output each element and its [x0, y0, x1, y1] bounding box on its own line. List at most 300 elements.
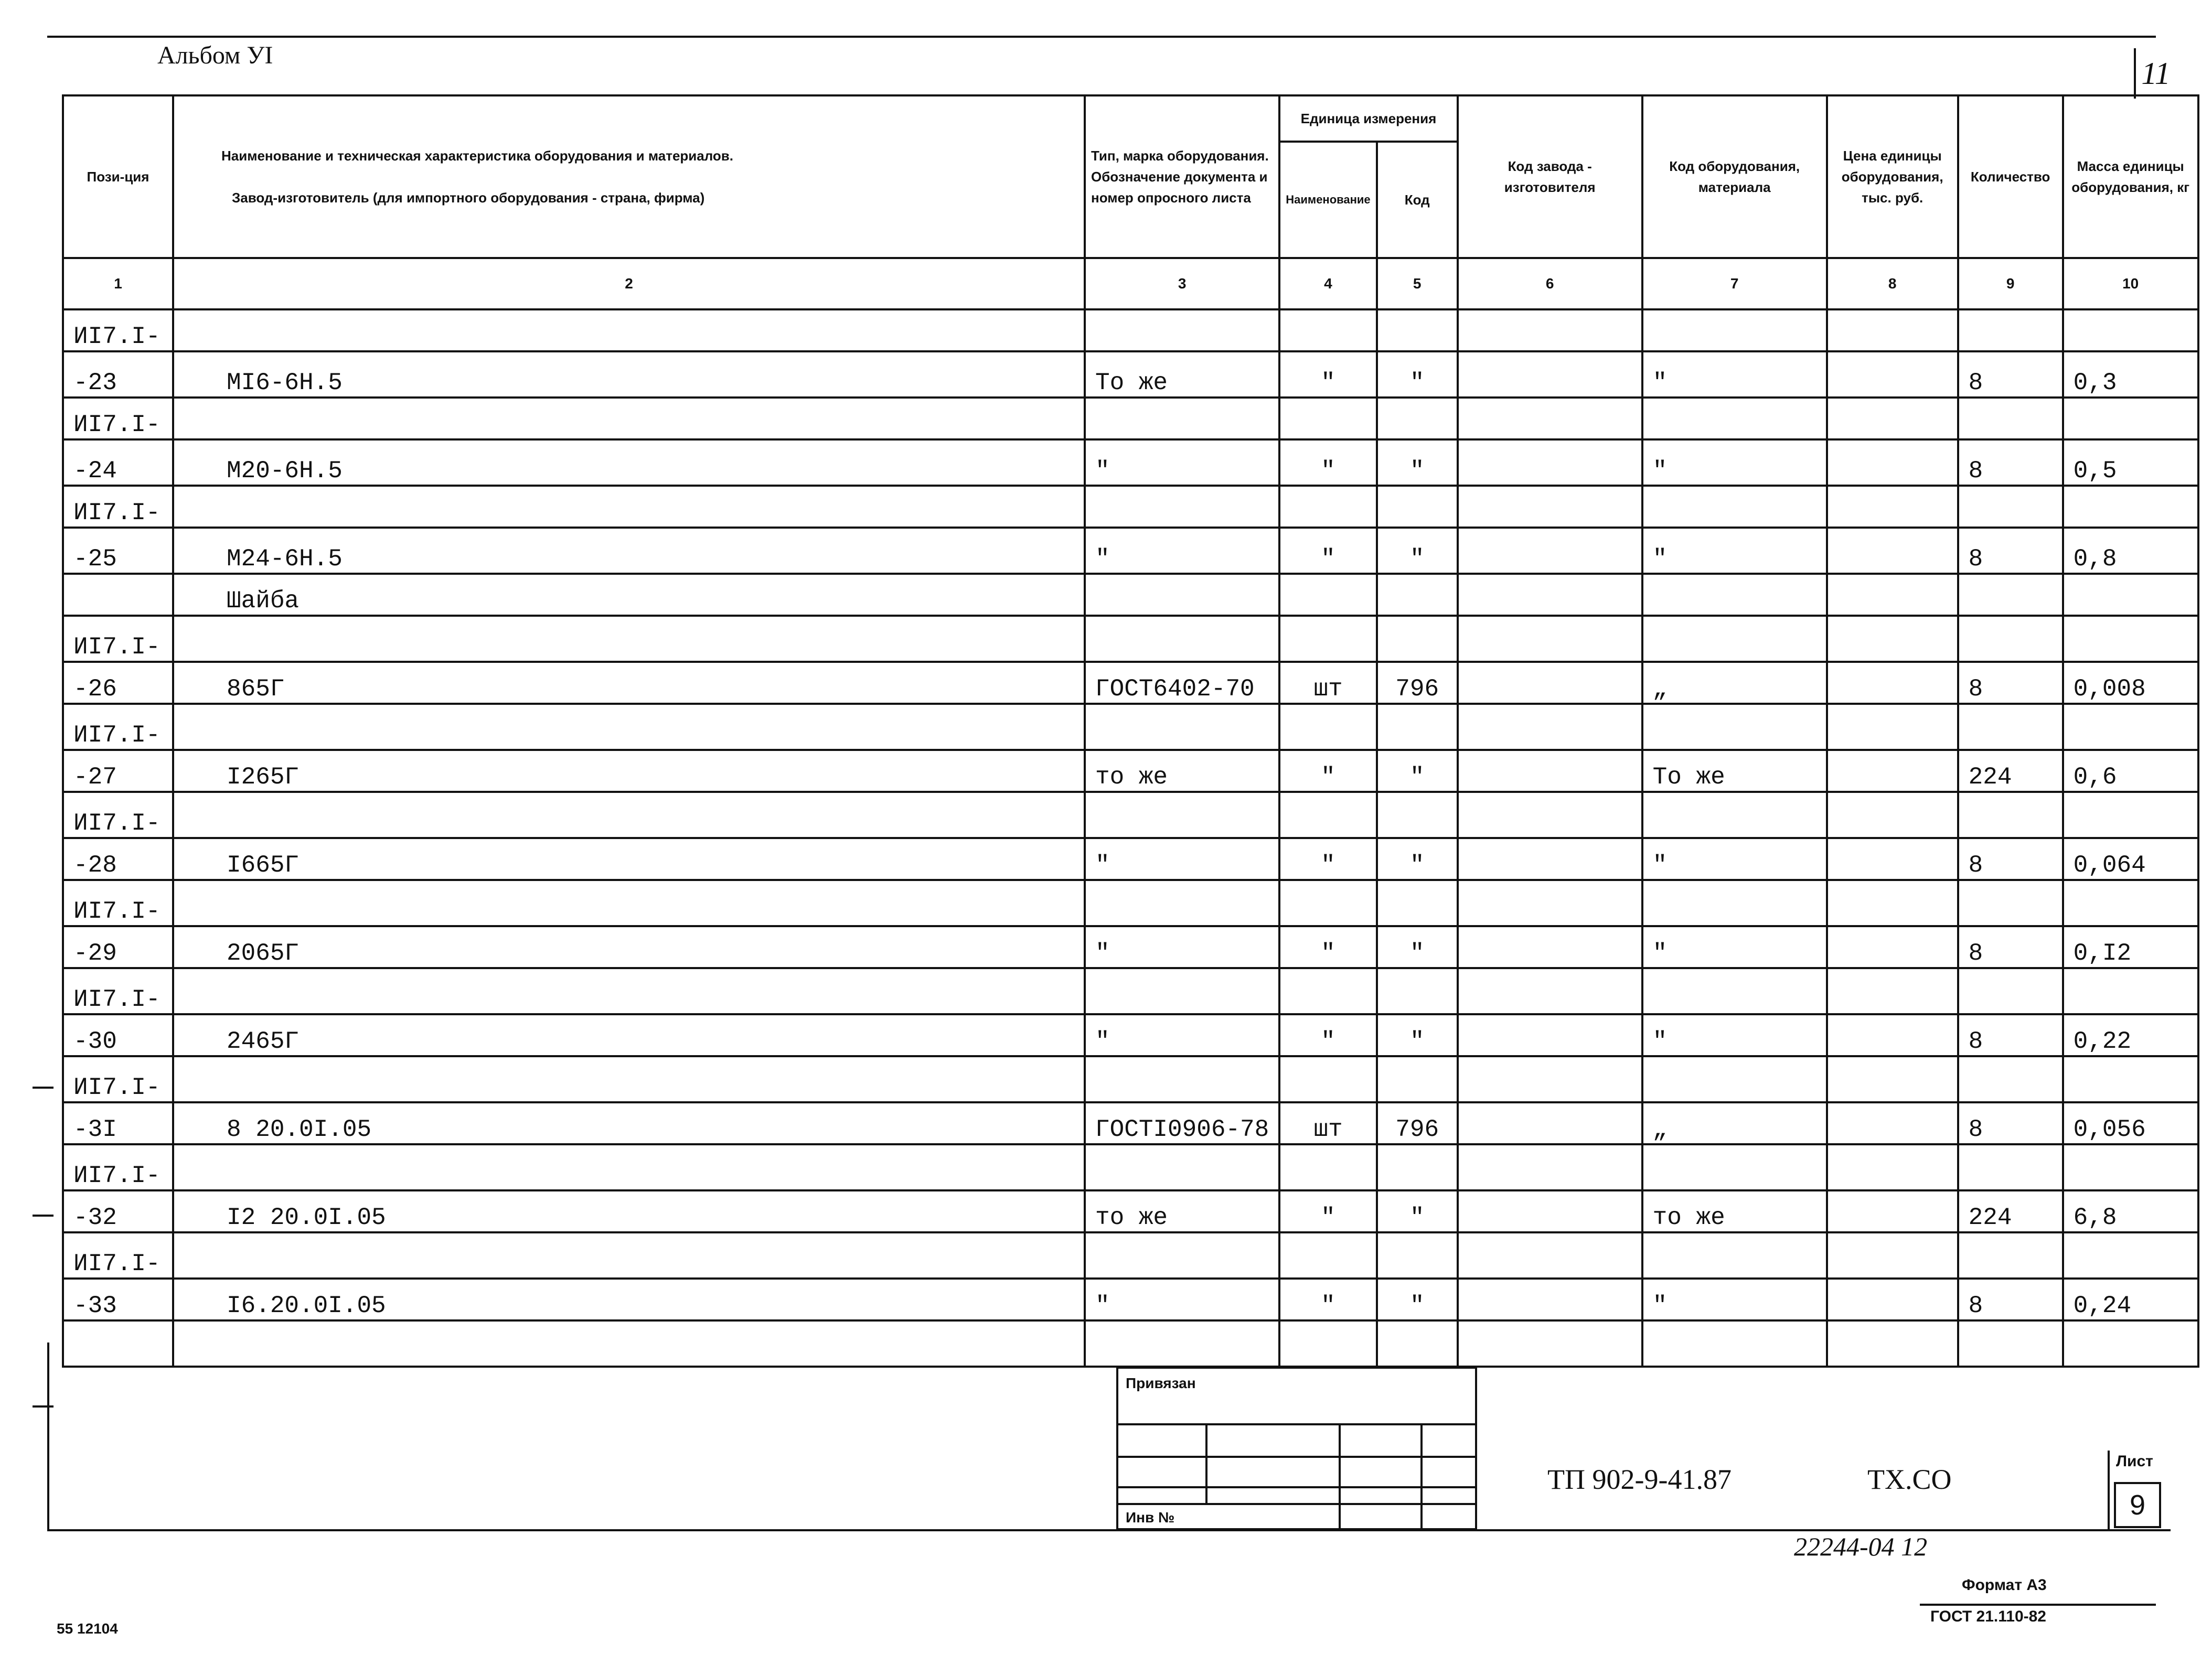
- header-unit: Единица измерения: [1279, 95, 1457, 142]
- document-suffix: ТХ.СО: [1867, 1464, 1952, 1495]
- cell-maker-code: [1458, 1014, 1642, 1056]
- cell-name: 865Г: [173, 662, 1085, 704]
- cell-maker-code: [1458, 880, 1642, 926]
- cell-price: [1827, 926, 1958, 968]
- cell-type: ": [1085, 1014, 1279, 1056]
- cell-quantity: [1958, 486, 2063, 528]
- cell-position: ИI7.I-: [63, 398, 173, 439]
- cell-type: [1085, 880, 1279, 926]
- cell-position: -33: [63, 1279, 173, 1320]
- table-row: [63, 486, 2198, 528]
- cell-type: [1085, 1144, 1279, 1190]
- cell-type: ГОСТI0906-78: [1085, 1102, 1279, 1144]
- cell-quantity: [1958, 1144, 2063, 1190]
- cell-unit-code: ": [1377, 1279, 1458, 1320]
- cell-price: [1827, 309, 1958, 351]
- cell-unit-code: ": [1377, 926, 1458, 968]
- cell-equipment-code: ": [1642, 439, 1827, 486]
- cell-name: I665Г: [173, 838, 1085, 880]
- cell-unit-code: [1377, 486, 1458, 528]
- cell-quantity: 8: [1958, 838, 2063, 880]
- frame-left-line: [47, 1342, 49, 1529]
- cell-price: [1827, 351, 1958, 398]
- margin-tick: [33, 1405, 54, 1408]
- table-row: [63, 968, 2198, 1014]
- cell-unit-name: [1279, 1056, 1376, 1102]
- cell-unit-name: [1279, 792, 1376, 838]
- cell-unit-name: [1279, 574, 1376, 616]
- cell-price: [1827, 1056, 1958, 1102]
- margin-tick: [33, 1215, 54, 1217]
- column-number-cell: 8: [1827, 258, 1958, 309]
- cell-equipment-code: То же: [1642, 750, 1827, 792]
- cell-unit-code: ": [1377, 838, 1458, 880]
- cell-price: [1827, 968, 1958, 1014]
- cell-unit-name: ": [1279, 1190, 1376, 1232]
- table-row: [63, 792, 2198, 838]
- cell-equipment-code: ": [1642, 926, 1827, 968]
- column-number-cell: 4: [1279, 258, 1376, 309]
- gost-label: ГОСТ 21.110-82: [1930, 1608, 2046, 1625]
- cell-position: ИI7.I-: [63, 880, 173, 926]
- cell-equipment-code: то же: [1642, 1190, 1827, 1232]
- cell-mass: [2063, 1320, 2198, 1367]
- cell-unit-code: [1377, 574, 1458, 616]
- column-number-cell: 1: [63, 258, 173, 309]
- column-number-cell: 6: [1458, 258, 1642, 309]
- table-row: [63, 574, 2198, 616]
- cell-type: ": [1085, 439, 1279, 486]
- cell-quantity: [1958, 968, 2063, 1014]
- column-number-cell: 7: [1642, 258, 1827, 309]
- cell-maker-code: [1458, 968, 1642, 1014]
- cell-maker-code: [1458, 486, 1642, 528]
- cell-name: 8 20.0I.05: [173, 1102, 1085, 1144]
- cell-unit-code: [1377, 616, 1458, 662]
- cell-mass: 0,22: [2063, 1014, 2198, 1056]
- cell-type: [1085, 398, 1279, 439]
- cell-name: [173, 704, 1085, 750]
- cell-mass: [2063, 486, 2198, 528]
- cell-type: [1085, 616, 1279, 662]
- cell-position: [63, 1320, 173, 1367]
- stamp-line: [1205, 1423, 1207, 1503]
- cell-price: [1827, 1102, 1958, 1144]
- cell-equipment-code: [1642, 1056, 1827, 1102]
- cell-price: [1827, 1190, 1958, 1232]
- cell-maker-code: [1458, 528, 1642, 574]
- cell-mass: 0,3: [2063, 351, 2198, 398]
- cell-unit-code: ": [1377, 750, 1458, 792]
- cell-name: I2 20.0I.05: [173, 1190, 1085, 1232]
- cell-type: [1085, 968, 1279, 1014]
- cell-position: ИI7.I-: [63, 792, 173, 838]
- column-number-cell: 10: [2063, 258, 2198, 309]
- cell-position: ИI7.I-: [63, 704, 173, 750]
- header-mass: Масса единицы оборудования, кг: [2063, 95, 2198, 258]
- cell-unit-name: ": [1279, 351, 1376, 398]
- table-row: [63, 528, 2198, 574]
- cell-type: То же: [1085, 351, 1279, 398]
- cell-mass: 0,064: [2063, 838, 2198, 880]
- cell-unit-name: ": [1279, 1014, 1376, 1056]
- stamp-line: [1420, 1423, 1423, 1528]
- cell-position: -3I: [63, 1102, 173, 1144]
- header-type: Тип, марка оборудования. Обозначение документа и номер опросного листа: [1085, 95, 1279, 258]
- cell-mass: [2063, 968, 2198, 1014]
- album-label: Альбом УI: [157, 41, 273, 69]
- cell-unit-name: шт: [1279, 662, 1376, 704]
- cell-equipment-code: ": [1642, 351, 1827, 398]
- corner-page-number: 11: [2134, 48, 2176, 99]
- cell-name: M20-6H.5: [173, 439, 1085, 486]
- sheet-number: 9: [2114, 1482, 2161, 1528]
- cell-unit-name: [1279, 704, 1376, 750]
- cell-maker-code: [1458, 1190, 1642, 1232]
- cell-equipment-code: [1642, 486, 1827, 528]
- cell-quantity: [1958, 1320, 2063, 1367]
- cell-quantity: [1958, 398, 2063, 439]
- cell-mass: [2063, 1144, 2198, 1190]
- cell-position: -32: [63, 1190, 173, 1232]
- cell-position: ИI7.I-: [63, 309, 173, 351]
- cell-unit-code: ": [1377, 1014, 1458, 1056]
- cell-mass: 6,8: [2063, 1190, 2198, 1232]
- cell-equipment-code: ": [1642, 1014, 1827, 1056]
- cell-equipment-code: [1642, 1320, 1827, 1367]
- cell-quantity: 8: [1958, 439, 2063, 486]
- cell-position: ИI7.I-: [63, 486, 173, 528]
- cell-position: -27: [63, 750, 173, 792]
- cell-maker-code: [1458, 1056, 1642, 1102]
- cell-mass: 0,24: [2063, 1279, 2198, 1320]
- table-row: [63, 880, 2198, 926]
- cell-unit-code: ": [1377, 528, 1458, 574]
- cell-type: то же: [1085, 750, 1279, 792]
- print-code: 55 12104: [57, 1620, 118, 1637]
- cell-unit-code: [1377, 398, 1458, 439]
- table-row: [63, 1320, 2198, 1367]
- table-row: [63, 1190, 2198, 1232]
- cell-unit-code: ": [1377, 351, 1458, 398]
- cell-mass: [2063, 574, 2198, 616]
- cell-maker-code: [1458, 1102, 1642, 1144]
- cell-unit-name: шт: [1279, 1102, 1376, 1144]
- cell-price: [1827, 439, 1958, 486]
- cell-mass: [2063, 309, 2198, 351]
- cell-maker-code: [1458, 1144, 1642, 1190]
- cell-unit-code: ": [1377, 1190, 1458, 1232]
- cell-unit-name: [1279, 1232, 1376, 1279]
- cell-name: MI6-6H.5: [173, 351, 1085, 398]
- cell-maker-code: [1458, 1279, 1642, 1320]
- cell-equipment-code: [1642, 704, 1827, 750]
- cell-name: [173, 1232, 1085, 1279]
- column-number-cell: 5: [1377, 258, 1458, 309]
- cell-price: [1827, 528, 1958, 574]
- cell-maker-code: [1458, 398, 1642, 439]
- table-row: [63, 1014, 2198, 1056]
- cell-quantity: [1958, 616, 2063, 662]
- cell-maker-code: [1458, 750, 1642, 792]
- frame-top-line: [47, 36, 2156, 38]
- cell-unit-code: [1377, 309, 1458, 351]
- cell-name: M24-6H.5: [173, 528, 1085, 574]
- cell-type: ": [1085, 528, 1279, 574]
- cell-position: -25: [63, 528, 173, 574]
- cell-maker-code: [1458, 616, 1642, 662]
- cell-name: [173, 486, 1085, 528]
- cell-quantity: 8: [1958, 1279, 2063, 1320]
- cell-position: -26: [63, 662, 173, 704]
- table-row: [63, 704, 2198, 750]
- header-name-line2: Завод-изготовитель (для импортного оборудования - страна, фирма): [232, 190, 705, 206]
- cell-mass: [2063, 398, 2198, 439]
- cell-position: [63, 574, 173, 616]
- column-number-cell: 3: [1085, 258, 1279, 309]
- cell-unit-code: [1377, 1320, 1458, 1367]
- gost-underline: [1920, 1604, 2156, 1606]
- table-row: [63, 351, 2198, 398]
- cell-quantity: [1958, 1056, 2063, 1102]
- cell-price: [1827, 1144, 1958, 1190]
- cell-equipment-code: „: [1642, 1102, 1827, 1144]
- cell-price: [1827, 616, 1958, 662]
- cell-name: I265Г: [173, 750, 1085, 792]
- cell-maker-code: [1458, 1232, 1642, 1279]
- cell-position: ИI7.I-: [63, 1232, 173, 1279]
- cell-equipment-code: [1642, 880, 1827, 926]
- cell-name: 2065Г: [173, 926, 1085, 968]
- header-unit-name: Наименование: [1279, 142, 1376, 258]
- cell-type: ": [1085, 838, 1279, 880]
- cell-quantity: [1958, 880, 2063, 926]
- cell-price: [1827, 792, 1958, 838]
- cell-quantity: [1958, 792, 2063, 838]
- cell-type: [1085, 704, 1279, 750]
- table-row: [63, 309, 2198, 351]
- cell-name: Шайба: [173, 574, 1085, 616]
- cell-type: ГОСТ6402-70: [1085, 662, 1279, 704]
- cell-name: [173, 1144, 1085, 1190]
- cell-price: [1827, 398, 1958, 439]
- cell-position: -29: [63, 926, 173, 968]
- cell-maker-code: [1458, 662, 1642, 704]
- cell-mass: 0,6: [2063, 750, 2198, 792]
- header-name-line1: Наименование и техническая характеристика оборудования и материалов.: [221, 147, 734, 164]
- cell-position: -30: [63, 1014, 173, 1056]
- cell-unit-name: [1279, 1320, 1376, 1367]
- cell-price: [1827, 662, 1958, 704]
- cell-position: -28: [63, 838, 173, 880]
- cell-mass: [2063, 616, 2198, 662]
- cell-mass: 0,8: [2063, 528, 2198, 574]
- cell-unit-code: [1377, 792, 1458, 838]
- header-position: Пози-ция: [63, 95, 173, 258]
- cell-mass: 0,056: [2063, 1102, 2198, 1144]
- cell-quantity: 224: [1958, 1190, 2063, 1232]
- cell-unit-name: ": [1279, 439, 1376, 486]
- header-name: [173, 95, 1085, 258]
- cell-unit-code: 796: [1377, 662, 1458, 704]
- table-row: [63, 1232, 2198, 1279]
- cell-type: ": [1085, 1279, 1279, 1320]
- cell-maker-code: [1458, 792, 1642, 838]
- cell-maker-code: [1458, 351, 1642, 398]
- cell-name: [173, 309, 1085, 351]
- cell-name: [173, 616, 1085, 662]
- cell-unit-name: [1279, 486, 1376, 528]
- cell-name: I6.20.0I.05: [173, 1279, 1085, 1320]
- specification-table: [62, 94, 2199, 1368]
- document-code: ТП 902-9-41.87: [1547, 1464, 1732, 1495]
- cell-type: [1085, 574, 1279, 616]
- cell-quantity: 8: [1958, 528, 2063, 574]
- cell-unit-code: [1377, 1232, 1458, 1279]
- table-row: [63, 1144, 2198, 1190]
- cell-unit-name: ": [1279, 528, 1376, 574]
- cell-position: -23: [63, 351, 173, 398]
- cell-equipment-code: ": [1642, 1279, 1827, 1320]
- margin-tick: [33, 1087, 54, 1089]
- cell-mass: [2063, 1056, 2198, 1102]
- table-row: [63, 1102, 2198, 1144]
- cell-equipment-code: [1642, 792, 1827, 838]
- header-maker-code: Код завода - изготовителя: [1458, 95, 1642, 258]
- cell-quantity: 8: [1958, 662, 2063, 704]
- cell-name: [173, 880, 1085, 926]
- stamp-inventory-label: Инв №: [1126, 1509, 1175, 1526]
- cell-position: ИI7.I-: [63, 968, 173, 1014]
- cell-price: [1827, 486, 1958, 528]
- cell-maker-code: [1458, 439, 1642, 486]
- cell-quantity: 8: [1958, 351, 2063, 398]
- table-row: [63, 838, 2198, 880]
- column-number-cell: 9: [1958, 258, 2063, 309]
- cell-price: [1827, 704, 1958, 750]
- cell-equipment-code: [1642, 1144, 1827, 1190]
- cell-price: [1827, 880, 1958, 926]
- sheet-label: Лист: [2116, 1453, 2153, 1470]
- cell-equipment-code: „: [1642, 662, 1827, 704]
- table-row: [63, 616, 2198, 662]
- cell-mass: 0,I2: [2063, 926, 2198, 968]
- cell-unit-name: [1279, 309, 1376, 351]
- cell-position: -24: [63, 439, 173, 486]
- table-row: [63, 439, 2198, 486]
- cell-mass: 0,5: [2063, 439, 2198, 486]
- cell-unit-code: [1377, 1056, 1458, 1102]
- cell-mass: [2063, 704, 2198, 750]
- cell-unit-name: ": [1279, 926, 1376, 968]
- table-row: [63, 926, 2198, 968]
- cell-unit-name: [1279, 880, 1376, 926]
- cell-unit-name: ": [1279, 750, 1376, 792]
- cell-equipment-code: [1642, 616, 1827, 662]
- header-equipment-code: Код оборудования, материала: [1642, 95, 1827, 258]
- cell-equipment-code: [1642, 968, 1827, 1014]
- column-number-cell: 2: [173, 258, 1085, 309]
- cell-equipment-code: [1642, 309, 1827, 351]
- cell-maker-code: [1458, 926, 1642, 968]
- header-price: Цена единицы оборудования, тыс. руб.: [1827, 95, 1958, 258]
- cell-type: [1085, 309, 1279, 351]
- cell-quantity: [1958, 1232, 2063, 1279]
- cell-unit-code: ": [1377, 439, 1458, 486]
- cell-name: [173, 1056, 1085, 1102]
- cell-equipment-code: ": [1642, 528, 1827, 574]
- cell-name: [173, 792, 1085, 838]
- table-row: [63, 750, 2198, 792]
- cell-equipment-code: ": [1642, 838, 1827, 880]
- cell-maker-code: [1458, 838, 1642, 880]
- cell-unit-code: [1377, 1144, 1458, 1190]
- cell-price: [1827, 838, 1958, 880]
- cell-unit-code: [1377, 704, 1458, 750]
- cell-unit-code: [1377, 968, 1458, 1014]
- cell-price: [1827, 1014, 1958, 1056]
- cell-maker-code: [1458, 309, 1642, 351]
- cell-position: ИI7.I-: [63, 1056, 173, 1102]
- cell-type: ": [1085, 926, 1279, 968]
- cell-unit-name: [1279, 968, 1376, 1014]
- cell-quantity: 8: [1958, 1102, 2063, 1144]
- cell-name: [173, 1320, 1085, 1367]
- cell-equipment-code: [1642, 1232, 1827, 1279]
- cell-position: ИI7.I-: [63, 616, 173, 662]
- cell-quantity: [1958, 574, 2063, 616]
- cell-unit-name: [1279, 616, 1376, 662]
- table-row: [63, 1056, 2198, 1102]
- cell-price: [1827, 574, 1958, 616]
- table-row: [63, 1279, 2198, 1320]
- cell-unit-name: [1279, 1144, 1376, 1190]
- cell-price: [1827, 1232, 1958, 1279]
- cell-type: [1085, 486, 1279, 528]
- table-row: [63, 398, 2198, 439]
- header-quantity: Количество: [1958, 95, 2063, 258]
- header-unit-code: Код: [1377, 142, 1458, 258]
- cell-maker-code: [1458, 704, 1642, 750]
- table-row: [63, 662, 2198, 704]
- cell-price: [1827, 1320, 1958, 1367]
- cell-quantity: [1958, 309, 2063, 351]
- cell-mass: [2063, 792, 2198, 838]
- cell-price: [1827, 1279, 1958, 1320]
- cell-unit-name: ": [1279, 838, 1376, 880]
- cell-type: [1085, 1232, 1279, 1279]
- cell-quantity: 8: [1958, 926, 2063, 968]
- cell-name: [173, 398, 1085, 439]
- cell-price: [1827, 750, 1958, 792]
- cell-name: [173, 968, 1085, 1014]
- stamp-line: [1339, 1423, 1341, 1528]
- cell-unit-name: ": [1279, 1279, 1376, 1320]
- cell-position: ИI7.I-: [63, 1144, 173, 1190]
- cell-quantity: 8: [1958, 1014, 2063, 1056]
- cell-type: [1085, 792, 1279, 838]
- cell-mass: [2063, 880, 2198, 926]
- archive-number: 22244-04 12: [1794, 1532, 1928, 1561]
- cell-mass: 0,008: [2063, 662, 2198, 704]
- cell-mass: [2063, 1232, 2198, 1279]
- cell-unit-code: 796: [1377, 1102, 1458, 1144]
- stamp-title: Привязан: [1126, 1375, 1196, 1391]
- cell-equipment-code: [1642, 398, 1827, 439]
- cell-quantity: [1958, 704, 2063, 750]
- cell-type: [1085, 1320, 1279, 1367]
- cell-unit-code: [1377, 880, 1458, 926]
